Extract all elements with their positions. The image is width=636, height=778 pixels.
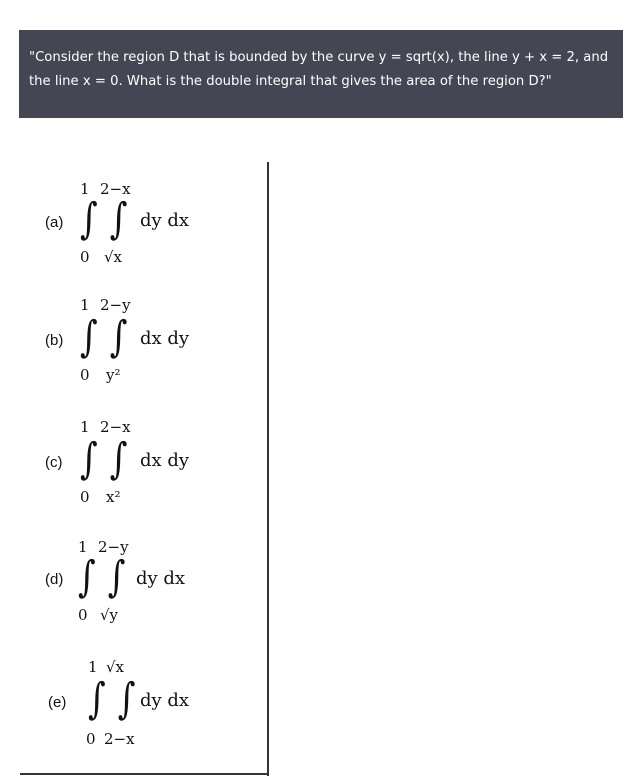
inner-upper-limit: 2−y (98, 538, 129, 556)
option-d[interactable] (0, 538, 265, 638)
integral-icon: ∫ (80, 434, 98, 484)
inner-upper-limit: 2−x (100, 418, 131, 436)
inner-upper-limit: 2−y (100, 296, 131, 314)
double-integral-sign (80, 434, 128, 484)
inner-lower-limit: x² (106, 488, 121, 506)
outer-upper-limit: 1 (88, 658, 98, 676)
integral-icon: ∫ (78, 552, 96, 602)
integral-icon: ∫ (109, 312, 128, 362)
double-integral-sign (88, 674, 136, 724)
integral-icon: ∫ (80, 312, 98, 362)
option-a[interactable] (0, 180, 265, 280)
outer-upper-limit: 1 (78, 538, 88, 556)
outer-lower-limit: 0 (80, 366, 90, 384)
integral-icon: ∫ (117, 674, 136, 724)
differentials: dy dx (136, 568, 186, 589)
outer-lower-limit: 0 (80, 248, 90, 266)
inner-lower-limit: √y (100, 606, 119, 624)
inner-upper-limit: 2−x (100, 180, 131, 198)
differentials: dy dx (140, 690, 190, 711)
panel-divider (267, 162, 269, 776)
option-e[interactable] (0, 656, 265, 756)
panel-bottom-rule (20, 773, 269, 775)
option-label: (b) (45, 332, 64, 349)
inner-lower-limit: y² (106, 366, 121, 384)
differentials: dx dy (140, 450, 190, 471)
option-b[interactable] (0, 296, 265, 396)
integral-icon: ∫ (107, 552, 126, 602)
outer-upper-limit: 1 (80, 418, 90, 436)
differentials: dx dy (140, 328, 190, 349)
option-c[interactable] (0, 418, 265, 518)
question-text: "Consider the region D that is bounded by the curve y = sqrt(x), the line y + x = 2, and the line x = 0. What is the double integral that gives the area of the region D?" (29, 50, 609, 89)
inner-lower-limit: √x (104, 248, 123, 266)
inner-lower-limit: 2−x (104, 730, 135, 748)
integral-icon: ∫ (80, 194, 98, 244)
double-integral-sign (80, 312, 128, 362)
integral-icon: ∫ (109, 434, 128, 484)
integral-icon: ∫ (109, 194, 128, 244)
option-label: (d) (45, 571, 64, 588)
integral-icon: ∫ (88, 674, 106, 724)
differentials: dy dx (140, 210, 190, 231)
option-label: (e) (48, 694, 67, 711)
outer-lower-limit: 0 (86, 730, 96, 748)
option-label: (c) (45, 454, 63, 471)
outer-lower-limit: 0 (80, 488, 90, 506)
double-integral-sign (78, 552, 126, 602)
double-integral-sign (80, 194, 128, 244)
outer-lower-limit: 0 (78, 606, 88, 624)
inner-upper-limit: √x (106, 658, 125, 676)
outer-upper-limit: 1 (80, 180, 90, 198)
option-label: (a) (45, 214, 64, 231)
outer-upper-limit: 1 (80, 296, 90, 314)
question-box (19, 30, 623, 118)
